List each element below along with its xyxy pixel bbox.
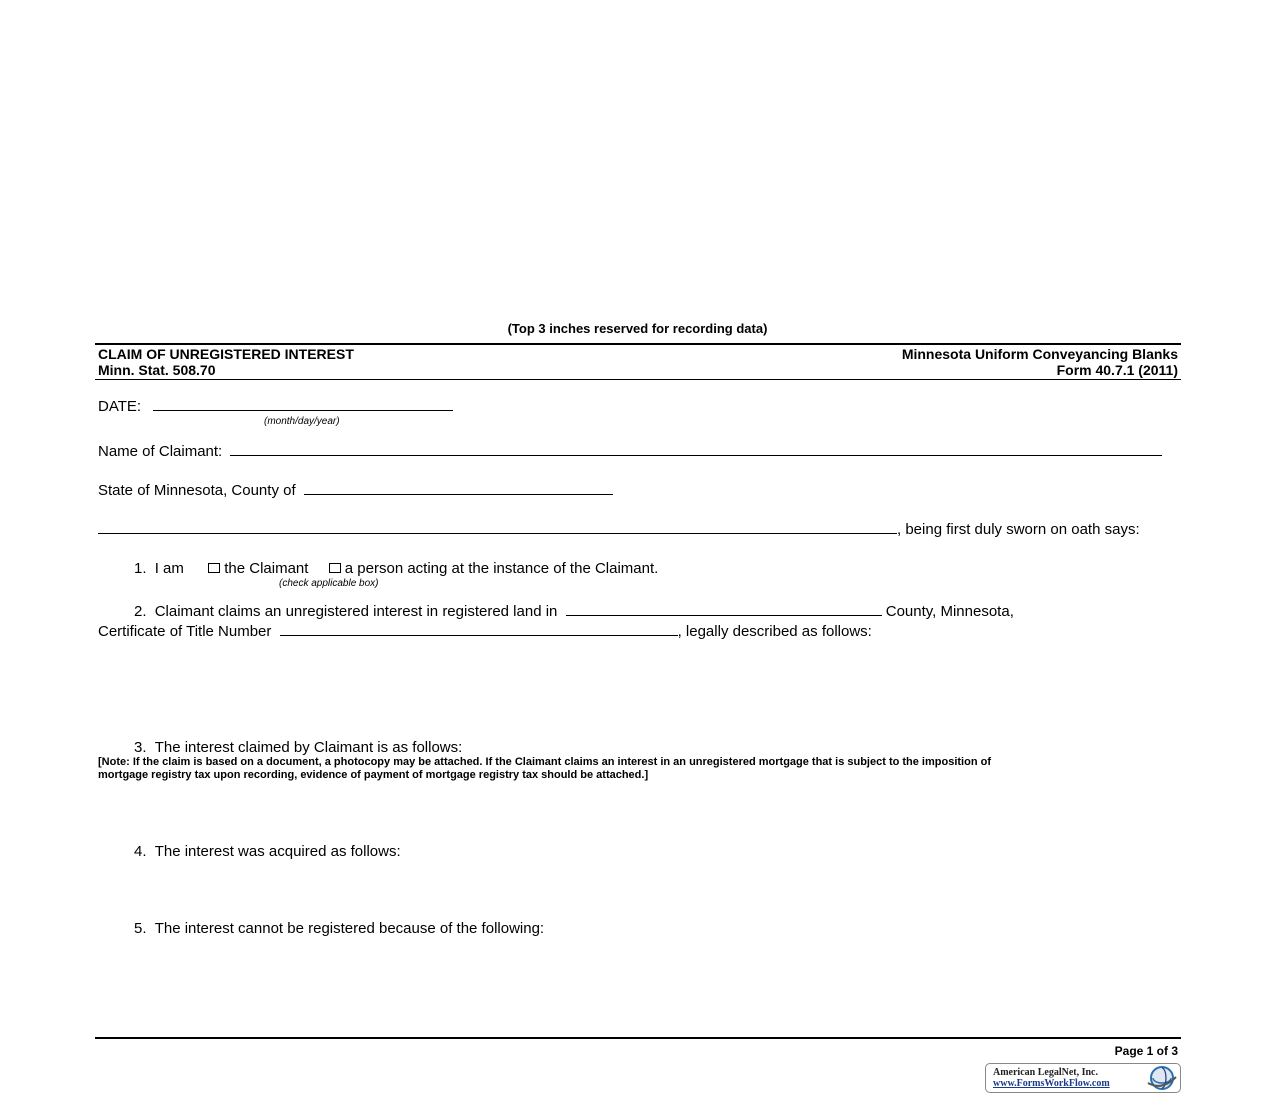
item-2-text-a: Claimant claims an unregistered interest in registered land in bbox=[154, 603, 558, 620]
date-label: DATE: bbox=[98, 398, 142, 415]
item-1-lead: I am bbox=[154, 560, 184, 577]
item-2-text-c: Certificate of Title Number bbox=[98, 623, 272, 640]
claimant-row bbox=[98, 443, 1162, 460]
item-4 bbox=[134, 843, 401, 860]
item-2-line-2 bbox=[98, 623, 872, 640]
date-hint: (month/day/year) bbox=[264, 416, 340, 427]
item-1 bbox=[134, 560, 658, 577]
item-1-hint: (check applicable box) bbox=[279, 578, 379, 589]
logo-website-link[interactable]: www.FormsWorkFlow.com bbox=[993, 1078, 1110, 1089]
item-5-number: 5. bbox=[134, 920, 147, 937]
page-number: Page 1 of 3 bbox=[1114, 1044, 1178, 1058]
form-title: CLAIM OF UNREGISTERED INTEREST bbox=[98, 346, 354, 362]
item-4-number: 4. bbox=[134, 843, 147, 860]
item-1-option-agent: a person acting at the instance of the Claimant. bbox=[344, 560, 659, 577]
publisher-name: Minnesota Uniform Conveyancing Blanks bbox=[901, 346, 1178, 362]
county-field[interactable] bbox=[304, 482, 613, 495]
affiant-name-field[interactable] bbox=[98, 521, 897, 534]
item-2-text-d: , legally described as follows: bbox=[677, 623, 872, 640]
item-4-text: The interest was acquired as follows: bbox=[154, 843, 401, 860]
item-3-note-line-2: mortgage registry tax upon recording, evidence of payment of mortgage registry tax should be attached.] bbox=[98, 769, 649, 781]
item-1-option-claimant: the Claimant bbox=[224, 560, 309, 577]
header-top-rule bbox=[95, 343, 1181, 345]
item-3-note-line-1: [Note: If the claim is based on a document, a photocopy may be attached. If the Claimant claims an interest in an unregistered mortgage that is subject to the imposition of bbox=[98, 756, 991, 768]
header-bottom-rule bbox=[95, 379, 1181, 380]
item-2-line-1 bbox=[134, 603, 1014, 620]
date-row bbox=[98, 398, 453, 415]
item-3 bbox=[134, 739, 462, 756]
county-row bbox=[98, 482, 613, 499]
oath-row bbox=[98, 521, 1140, 538]
agent-checkbox[interactable] bbox=[329, 563, 341, 573]
county-label: State of Minnesota, County of bbox=[98, 482, 296, 499]
item-5 bbox=[134, 920, 544, 937]
item-3-number: 3. bbox=[134, 739, 147, 756]
statute-reference: Minn. Stat. 508.70 bbox=[98, 362, 216, 378]
certificate-number-field[interactable] bbox=[280, 623, 678, 636]
claimant-name-field[interactable] bbox=[230, 443, 1162, 456]
item-2-text-b: County, Minnesota, bbox=[885, 603, 1014, 620]
publisher-logo[interactable] bbox=[985, 1063, 1181, 1093]
date-field[interactable] bbox=[153, 398, 453, 411]
logo-company-name: American LegalNet, Inc. bbox=[993, 1067, 1098, 1078]
item-2-number: 2. bbox=[134, 603, 147, 620]
claimant-label: Name of Claimant: bbox=[98, 443, 223, 460]
item-1-number: 1. bbox=[134, 560, 147, 577]
item-5-text: The interest cannot be registered because of the following: bbox=[154, 920, 545, 937]
claimant-checkbox[interactable] bbox=[208, 563, 220, 573]
globe-icon bbox=[1144, 1065, 1178, 1091]
form-number: Form 40.7.1 (2011) bbox=[1056, 362, 1178, 378]
footer-rule bbox=[95, 1037, 1181, 1039]
oath-text: , being first duly sworn on oath says: bbox=[897, 521, 1140, 538]
item-3-text: The interest claimed by Claimant is as follows: bbox=[154, 739, 463, 756]
land-county-field[interactable] bbox=[566, 603, 882, 616]
recording-reserved-note: (Top 3 inches reserved for recording data) bbox=[507, 321, 768, 336]
